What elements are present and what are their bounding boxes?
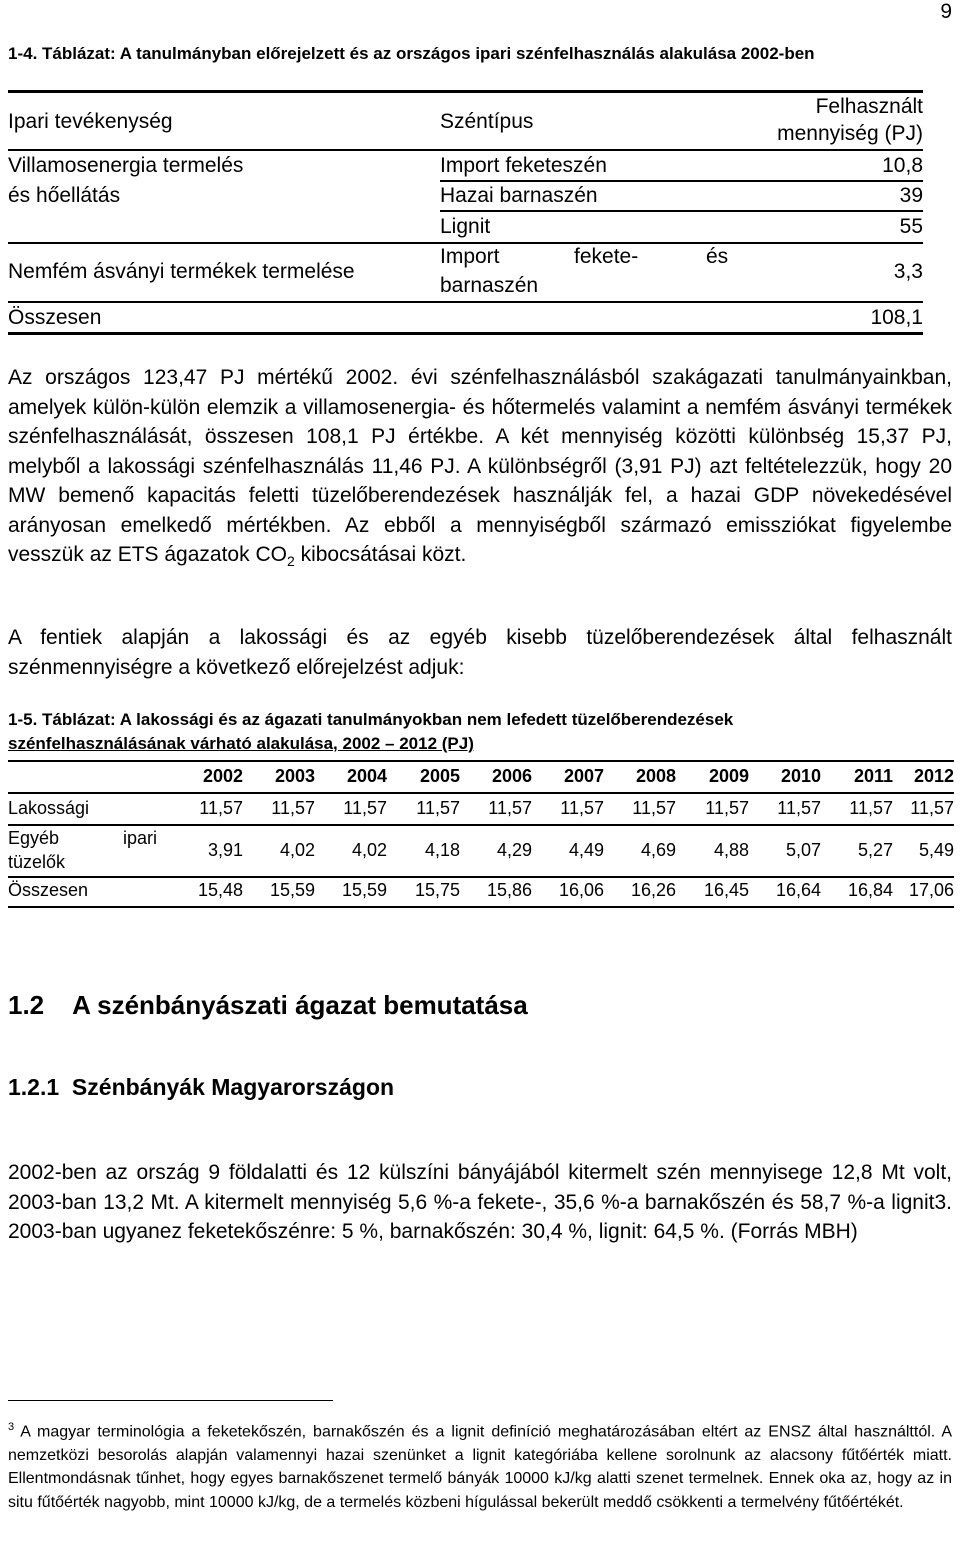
table2-year-header: 2011: [853, 766, 893, 786]
table2-cell: 16,84: [847, 880, 893, 900]
table2-top-rule: [8, 760, 954, 762]
table2-row-label-b: ipari: [123, 828, 158, 848]
subsection-heading: 1.2.1 Szénbányák Magyarországon: [8, 1074, 395, 1100]
table1-value-2: 39: [899, 184, 923, 207]
table2-cell: 11,57: [560, 798, 604, 818]
page-number: 9: [940, 0, 952, 23]
table2-cell: 11,57: [488, 798, 532, 818]
table2-cell: 15,48: [197, 880, 243, 900]
table2-cell: 11,57: [910, 798, 954, 818]
table2-year-header: 2007: [563, 766, 604, 786]
table2-year-header: 2003: [274, 766, 315, 786]
table1-header-amount-l2: mennyiség (PJ): [777, 122, 923, 145]
table2-cell: 11,57: [416, 798, 460, 818]
table1-header-amount-l1: Felhasznált: [815, 95, 923, 118]
paragraph-1-text-end: kibocsátásai közt.: [294, 543, 467, 566]
table2-year-header: 2006: [491, 766, 532, 786]
table2-row-label-a: Egyéb: [8, 828, 60, 848]
paragraph-3-text-end: . 2003-ban ugyanez feketekőszénre: 5 %, barnakőszén: 30,4 %, lignit: 64,5 %. (Forrás MBH): [8, 1190, 952, 1243]
table2-row-rule: [8, 824, 954, 826]
table2-cell: 16,26: [630, 880, 676, 900]
footnote-mark: 3: [8, 1421, 15, 1433]
table2-cell: 11,57: [632, 798, 676, 818]
table2-cell: 11,57: [271, 798, 315, 818]
table2-year-header: 2008: [635, 766, 676, 786]
table2-cell: 16,45: [703, 880, 749, 900]
paragraph-1-text: Az országos 123,47 PJ mértékű 2002. évi szénfelhasználásból szakágazati tanulmányainkban, amelyek külön-külön elemzik a villamosenergia- és hőtermelés valamint a nemfém ásványi termékek szénfelhasználását, összesen 108,1 PJ értékbe. A két mennyiség közötti különbség 15,37 PJ, melyből a lakossági szénfelhasználás 11,46 PJ. A különbségről (3,91 PJ) azt feltételezzük, hogy 20 MW bemenő kapacitás feletti tüzelőberendezések használják fel, a hazai GDP növekedésével arányosan emelkedő mértékben. Az ebből a mennyiségből származó emissziókat figyelembe vesszük az ETS ágazatok CO: [8, 366, 952, 566]
table1-activity-1-l2: és hőellátás: [8, 184, 121, 207]
table2-cell: 5,07: [785, 840, 821, 860]
paragraph-3: [8, 1158, 952, 1247]
table1-value-1: 10,8: [882, 154, 923, 177]
table1-activity-2: Nemfém ásványi termékek termelése: [8, 260, 355, 283]
table1-value-4: 3,3: [893, 260, 923, 283]
table1-caption: 1-4. Táblázat: A tanulmányban előrejelzett és az országos ipari szénfelhasználás alakulása 2002-ben: [8, 44, 815, 63]
table2-year-header: 2002: [202, 766, 243, 786]
table1-coal-4-a: Import: [440, 245, 500, 268]
table2-cell: 11,57: [705, 798, 749, 818]
table1-header-activity: Ipari tevékenység: [8, 110, 173, 133]
table2-cell: 15,59: [269, 880, 315, 900]
table2-cell: 4,49: [568, 840, 604, 860]
paragraph-1: [8, 363, 952, 577]
table1-total-value: 108,1: [870, 306, 923, 329]
table2-caption-l1: 1-5. Táblázat: A lakossági és az ágazati tanulmányokban nem lefedett tüzelőberendezések: [8, 710, 734, 729]
table2-year-header: 2005: [419, 766, 460, 786]
table1-activity-1-l1: Villamosenergia termelés: [8, 154, 244, 177]
table1-row-rule: [8, 242, 923, 244]
table2-cell: 4,02: [279, 840, 315, 860]
table1-coal-4-b: fekete-: [574, 245, 639, 268]
table2-cell: 4,29: [496, 840, 532, 860]
table2-row-label: Összesen: [8, 880, 89, 900]
table1-header-coal-type: Széntípus: [440, 110, 534, 133]
table2-caption: [8, 708, 954, 756]
table2-cell: 17,06: [908, 880, 954, 900]
table2-cell: 11,57: [777, 798, 821, 818]
table2-cell: 16,06: [558, 880, 604, 900]
table2-row-rule: [8, 876, 954, 878]
table1-row-rule: [440, 180, 923, 182]
table1-row-rule: [440, 210, 923, 212]
table2-year-header: 2009: [708, 766, 749, 786]
table2-cell: 15,59: [341, 880, 387, 900]
table1-bottom-rule: [8, 332, 923, 335]
table1-total-label: Összesen: [8, 306, 102, 329]
table2-cell: 5,27: [857, 840, 893, 860]
table1-coal-4-l2: barnaszén: [440, 274, 539, 297]
table1-coal-3: Lignit: [440, 215, 491, 238]
section-heading: 1.2 A szénbányászati ágazat bemutatása: [8, 990, 528, 1020]
table2-cell: 15,86: [486, 880, 532, 900]
table1-value-3: 55: [899, 215, 923, 238]
table2-cell: 4,88: [713, 840, 749, 860]
table2-cell: 15,75: [414, 880, 460, 900]
table2-cell: 16,64: [775, 880, 821, 900]
table2-cell: 4,69: [640, 840, 676, 860]
table2-cell: 11,57: [849, 798, 893, 818]
table2-caption-l2: szénfelhasználásának várható alakulása, 2002 – 2012 (PJ): [8, 734, 474, 753]
table1-coal-2: Hazai barnaszén: [440, 184, 598, 207]
table1-header-rule: [8, 149, 923, 151]
table1-coal-1: Import feketeszén: [440, 154, 607, 177]
table2-header-rule: [8, 792, 954, 794]
table2-cell: 11,57: [343, 798, 387, 818]
paragraph-2-text: A fentiek alapján a lakossági és az egyéb kisebb tüzelőberendezések által felhasznált szénmennyiségre a következő előrejelzést adjuk:: [8, 626, 952, 679]
footnote-text: A magyar terminológia a feketekőszén, barnakőszén és a lignit definíció meghatározásában eltért az ENSZ által használttól. A nemzetközi besorolás alapján valamennyi hazai szenünket a lignit kategóriába kellene sorolnunk az alacsony fűtőérték miatt. Ellentmondásnak tűnhet, hogy egyes barnakőszenet termelő bányák 10000 kJ/kg alatti szenet termelnek. Ennek oka az, hogy az in situ fűtőérték nagyobb, mint 10000 kJ/kg, de a termelés közbeni hígulással bekerült meddő csökkenti a termelvény fűtőértékét.: [8, 1423, 952, 1511]
table1-coal-4-c: és: [706, 245, 729, 268]
table2-year-header: 2004: [346, 766, 387, 786]
table2-year-header: 2012: [913, 766, 954, 786]
table2-row-label: Lakossági: [8, 798, 90, 818]
co2-subscript: 2: [286, 553, 295, 570]
paragraph-2: [8, 623, 952, 682]
table1-top-rule: [8, 90, 923, 93]
table2-bottom-rule: [8, 906, 954, 908]
table2-year-header: 2010: [780, 766, 821, 786]
footnote: [8, 1416, 952, 1514]
table2-cell: 5,49: [918, 840, 954, 860]
table2-cell: 3,91: [207, 840, 243, 860]
table2-cell: 4,02: [351, 840, 387, 860]
footnote-separator: [8, 1400, 333, 1401]
footnote-ref: 3: [934, 1190, 947, 1214]
table2-cell: 4,18: [424, 840, 460, 860]
paragraph-3-text: 2002-ben az ország 9 földalatti és 12 külszíni bányájából kitermelt szén mennyisege 12,8 Mt volt, 2003-ban 13,2 Mt. A kitermelt mennyiség 5,6 %-a fekete-, 35,6 %-a barnakőszén és 58,7 %-a lignit: [8, 1161, 952, 1214]
table2-cell: 11,57: [199, 798, 243, 818]
table1-row-rule: [8, 301, 923, 303]
table2-row-label-l2: tüzelők: [8, 852, 66, 872]
